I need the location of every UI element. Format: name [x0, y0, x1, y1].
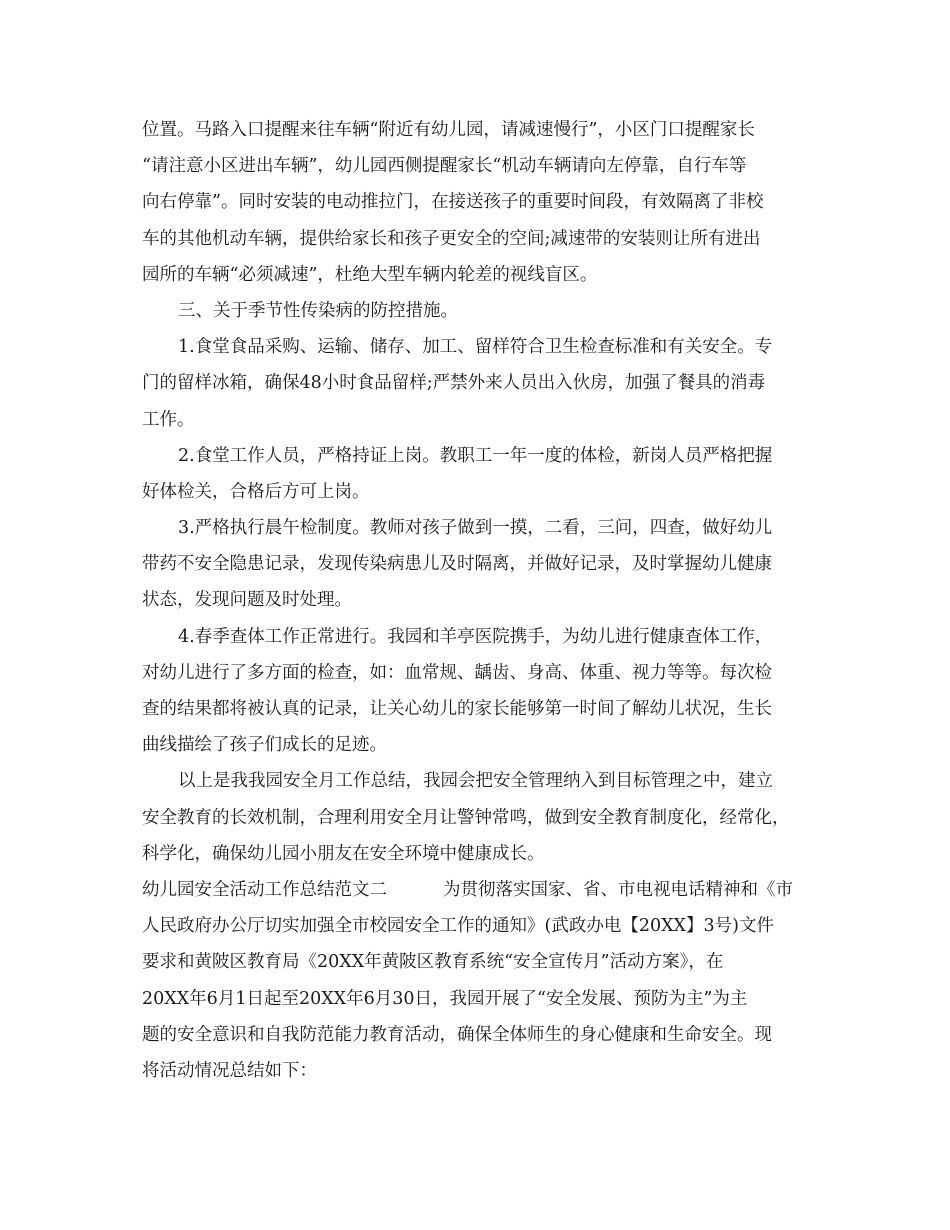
paragraph-line: 向右停靠”。同时安装的电动推拉门，在接送孩子的重要时间段，有效隔离了非校: [142, 192, 764, 213]
paragraph-line: 位置。马路入口提醒来往车辆“附近有幼儿园，请减速慢行”，小区门口提醒家长: [142, 120, 755, 140]
list-item-line: 1.食堂食品采购、运输、储存、加工、留样符合卫生检查标准和有关安全。专: [178, 337, 773, 358]
paragraph-line: 园所的车辆“必须减速”，杜绝大型车辆内轮差的视线盲区。: [142, 264, 598, 285]
list-item-line: 好体检关，合格后方可上岗。: [142, 481, 370, 502]
list-item-line: 门的留样冰箱，确保48小时食品留样;严禁外来人员出入伙房，加强了餐具的消毒: [142, 373, 766, 394]
section-heading: 三、关于季节性传染病的防控措施。: [178, 300, 458, 321]
paragraph-line: 人民政府办公厅切实加强全市校园安全工作的通知》(武政办电【20XX】3号)文件: [142, 916, 774, 937]
summary-line: 以上是我我园安全月工作总结，我园会把安全管理纳入到目标管理之中，建立: [178, 771, 773, 792]
paragraph-line: 要求和黄陂区教育局《20XX年黄陂区教育系统“安全宣传月”活动方案》，在: [142, 952, 724, 973]
list-item-line: 3.严格执行晨午检制度。教师对孩子做到一摸，二看，三问，四查，做好幼儿: [178, 518, 773, 539]
list-item-line: 曲线描绘了孩子们成长的足迹。: [142, 735, 387, 756]
list-item-line: 工作。: [142, 409, 195, 430]
summary-line: 安全教育的长效机制，合理利用安全月让警钟常鸣，做到安全教育制度化，经常化，: [142, 807, 790, 828]
list-item-line: 2.食堂工作人员，严格持证上岗。教职工一年一度的体检，新岗人员严格把握: [178, 445, 773, 466]
list-item-line: 查的结果都将被认真的记录，让关心幼儿的家长能够第一时间了解幼儿状况，生长: [142, 699, 772, 719]
paragraph-line: “请注意小区进出车辆”，幼儿园西侧提醒家长“机动车辆请向左停靠，自行车等: [142, 156, 747, 177]
paragraph-start: 为贯彻落实国家、省、市电视电话精神和《市: [443, 879, 793, 900]
list-item-line: 带药不安全隐患记录，发现传染病患儿及时隔离，并做好记录，及时掌握幼儿健康: [142, 554, 772, 575]
list-item-line: 对幼儿进行了多方面的检查，如：血常规、龋齿、身高、体重、视力等等。每次检: [142, 662, 772, 683]
title-line: [142, 872, 818, 908]
paragraph-line: 20XX年6月1日起至20XX年6月30日，我园开展了“安全发展、预防为主”为主: [142, 988, 748, 1009]
paragraph-line: 车的其他机动车辆，提供给家长和孩子更安全的空间;减速带的安装则让所有进出: [142, 228, 761, 249]
paragraph-line: 将活动情况总结如下：: [142, 1060, 317, 1081]
summary-line: 科学化，确保幼儿园小朋友在安全环境中健康成长。: [142, 843, 545, 864]
list-item-line: 4.春季查体工作正常进行。我园和羊亭医院携手，为幼儿进行健康查体工作，: [178, 626, 773, 647]
paragraph-line: 题的安全意识和自我防范能力教育活动，确保全体师生的身心健康和生命安全。现: [142, 1024, 772, 1045]
document-body: [142, 112, 818, 1089]
list-item-line: 状态，发现问题及时处理。: [142, 590, 352, 611]
document-title-2: 幼儿园安全活动工作总结范文二: [142, 879, 387, 900]
